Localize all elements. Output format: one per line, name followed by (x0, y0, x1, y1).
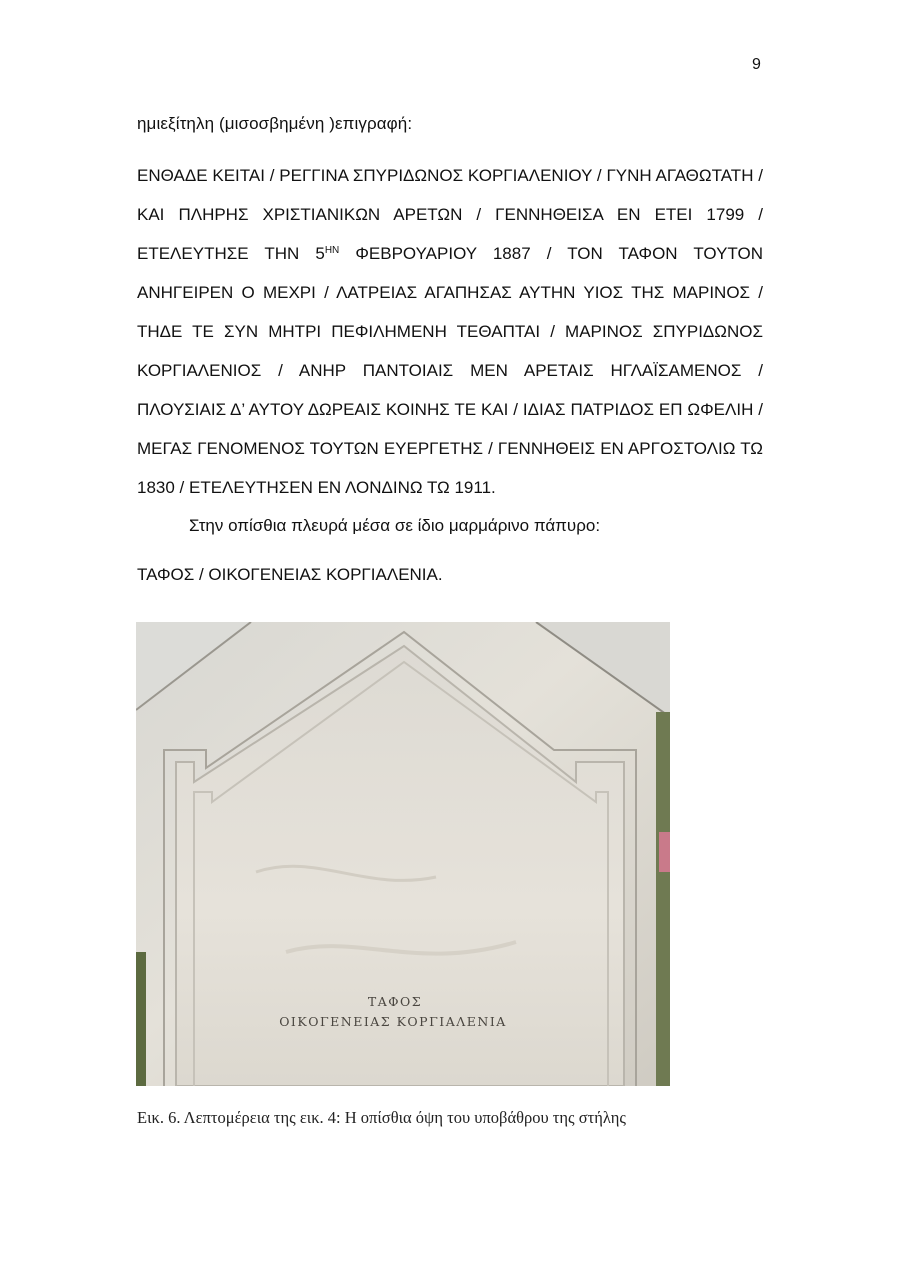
back-side-text: ΤΑΦΟΣ / ΟΙΚΟΓΕΝΕΙΑΣ ΚΟΡΓΙΑΛΕΝΙΑ. (137, 565, 443, 584)
page-number: 9 (752, 56, 761, 73)
back-side-intro: Στην οπίσθια πλευρά μέσα σε ίδιο μαρμάρινο πάπυρο: (189, 516, 601, 535)
figure-caption: Εικ. 6. Λεπτομέρεια της εικ. 4: Η οπίσθια όψη του υποβάθρου της στήλης (137, 1108, 626, 1127)
engraved-line-1: ΤΑΦΟΣ (367, 994, 423, 1009)
engraved-line-2: ΟΙΚΟΓΕΝΕΙΑΣ ΚΟΡΓΙΑΛΕΝΙΑ (279, 1014, 507, 1029)
intro-paragraph: ημιεξίτηλη (μισοσβημένη )επιγραφή: (137, 114, 413, 133)
inscription-text-part1: ΕΝΘΑΔΕ ΚΕΙΤΑΙ / ΡΕΓΓΙΝΑ ΣΠΥΡΙΔΩΝΟΣ ΚΟΡΓΙΑΛΕΝΙΟΥ / ΓΥΝΗ ΑΓΑΘΩΤΑΤΗ / ΚΑΙ ΠΛΗΡΗΣ ΧΡΙΣΤΙΑΝΙΚΩΝ ΑΡΕΤΩΝ / ΓΕΝΝΗΘΕΙΣΑ ΕΝ ΕΤΕΙ 1799 / ΕΤΕΛΕΥΤΗΣΕ ΤΗΝ 5 (137, 166, 763, 263)
inscription-superscript: ΗΝ (324, 245, 340, 256)
marble-photo (136, 622, 670, 1086)
inscription-text-part2: ΦΕΒΡΟΥΑΡΙΟΥ 1887 / ΤΟΝ ΤΑΦΟΝ ΤΟΥΤΟΝ ΑΝΗΓΕΙΡΕΝ Ο ΜΕΧΡΙ / ΛΑΤΡΕΙΑΣ ΑΓΑΠΗΣΑΣ ΑΥΤΗΝ ΥΙΟΣ ΤΗΣ ΜΑΡΙΝΟΣ / ΤΗΔΕ ΤΕ ΣΥΝ ΜΗΤΡΙ ΠΕΦΙΛΗΜΕΝΗ ΤΕΘΑΠΤΑΙ / ΜΑΡΙΝΟΣ ΣΠΥΡΙΔΩΝΟΣ ΚΟΡΓΙΑΛΕΝΙΟΣ / ΑΝΗΡ ΠΑΝΤΟΙΑΙΣ ΜΕΝ ΑΡΕΤΑΙΣ ΗΓΛΑΪΣΑΜΕΝΟΣ / ΠΛΟΥΣΙΑΙΣ Δ’ ΑΥΤΟΥ ΔΩΡΕΑΙΣ ΚΟΙΝΗΣ ΤΕ ΚΑΙ / ΙΔΙΑΣ ΠΑΤΡΙΔΟΣ ΕΠ ΩΦΕΛΙΗ / ΜΕΓΑΣ ΓΕΝΟΜΕΝΟΣ ΤΟΥΤΩΝ ΕΥΕΡΓΕΤΗΣ / ΓΕΝΝΗΘΕΙΣ ΕΝ ΑΡΓΟΣΤΟΛΙΩ ΤΩ 1830 / ΕΤΕΛΕΥΤΗΣΕΝ ΕΝ ΛΟΝΔΙΝΩ ΤΩ 1911. (137, 244, 764, 497)
inscription-paragraph (137, 156, 763, 507)
